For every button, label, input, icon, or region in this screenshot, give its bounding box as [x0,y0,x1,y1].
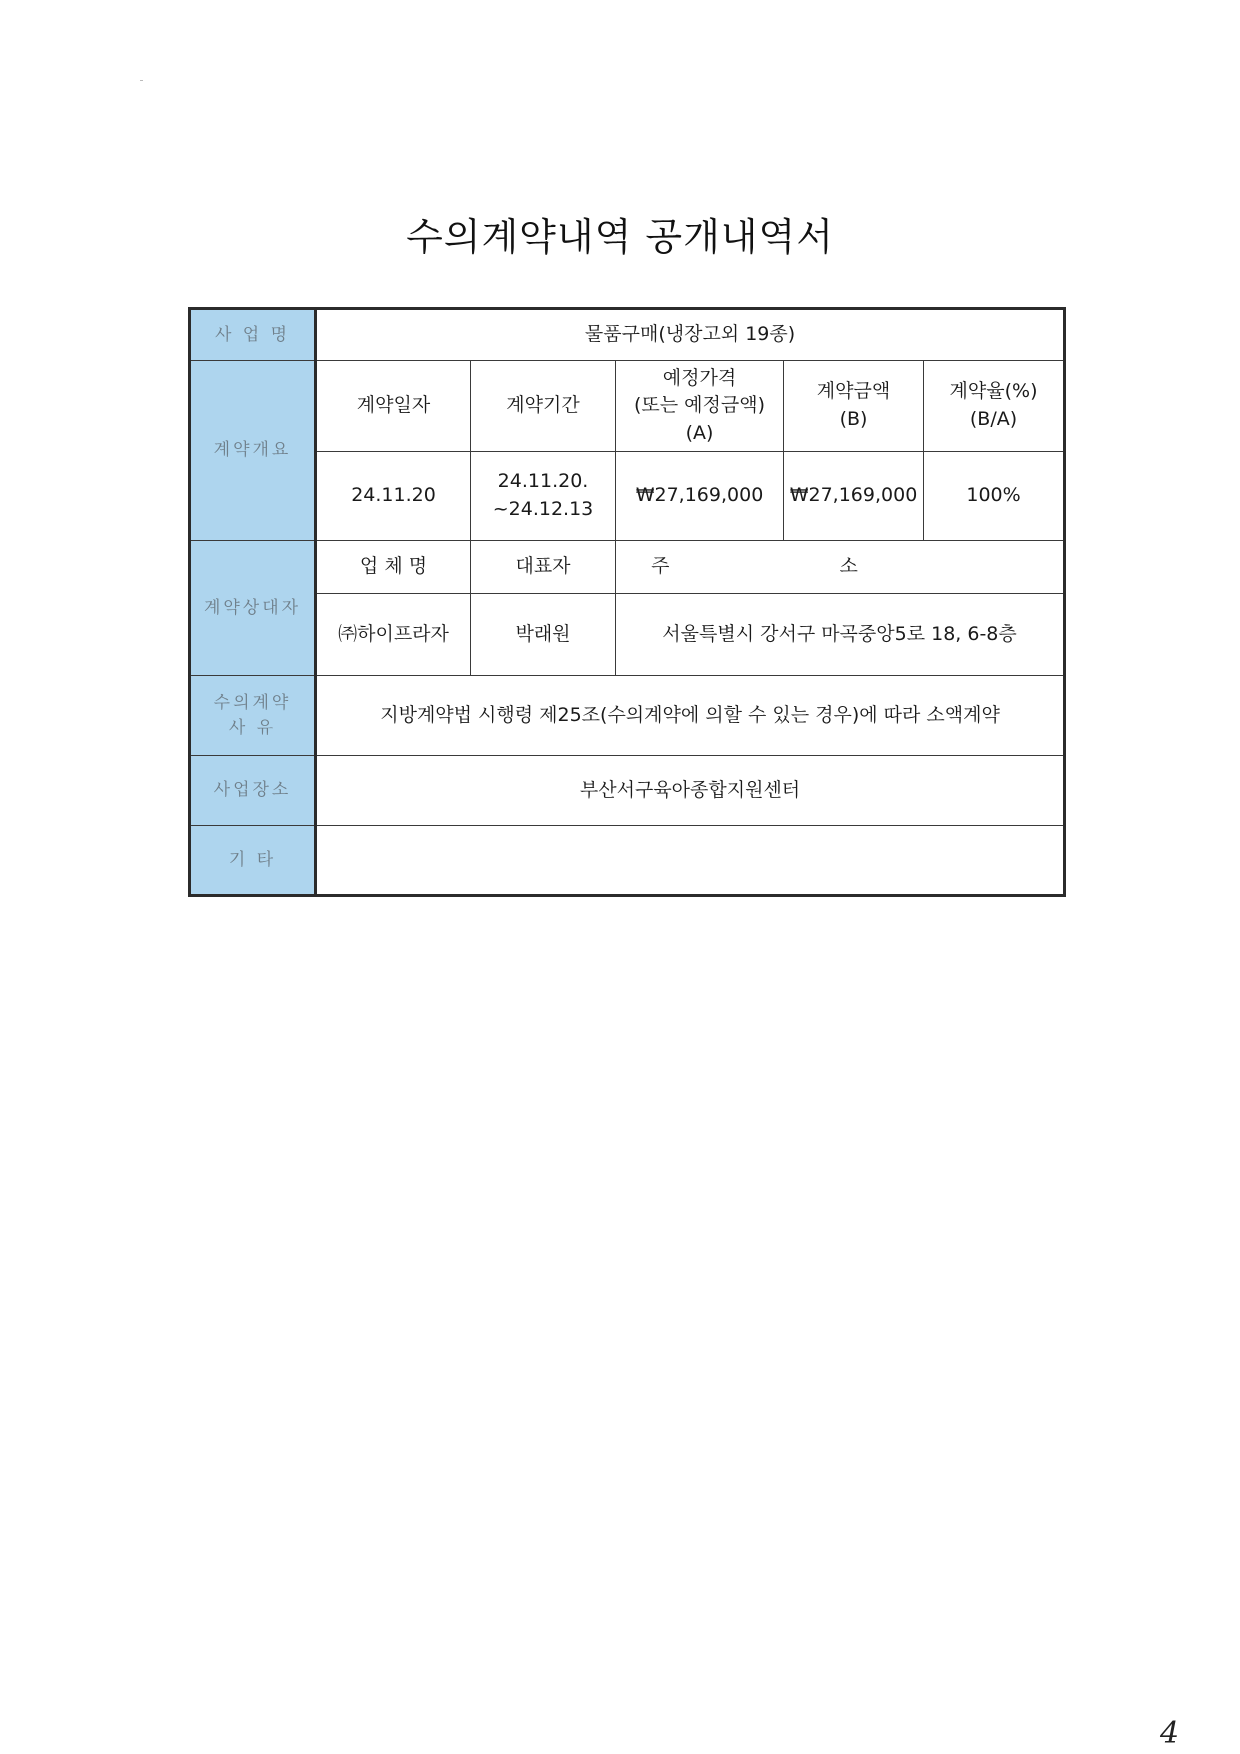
contract-period-value [471,452,616,541]
business-place-value: 부산서구육아종합지원센터 [316,756,1065,826]
label-business-name: 사 업 명 [190,309,316,361]
label-contract-party: 계약상대자 [190,541,316,676]
label-business-place: 사업장소 [190,756,316,826]
label-contract-overview: 계약개요 [190,361,316,541]
representative-value: 박래원 [471,594,616,676]
header-rate-line2: (B/A) [969,408,1018,430]
header-contract-period: 계약기간 [471,361,616,452]
label-reason-line1: 수의계약 [213,692,292,713]
header-contract-amount [784,361,924,452]
row-party-values [190,594,1065,676]
contract-disclosure-table [188,307,1066,897]
document-title: 수의계약내역 공개내역서 [406,215,834,259]
address-value: 서울특별시 강서구 마곡중앙5로 18, 6-8층 [616,594,1065,676]
contract-date-value: 24.11.20 [316,452,471,541]
header-estimated-line3: (A) [685,421,714,444]
period-end: ~24.12.13 [492,498,594,520]
header-contract-rate [924,361,1065,452]
page-number: 4 [1160,1716,1180,1751]
header-estimated-price [616,361,784,452]
header-amount-line1: 계약금액 [816,380,891,403]
header-representative: 대표자 [471,541,616,594]
period-start: 24.11.20. [497,470,589,493]
label-other: 기 타 [190,826,316,896]
contract-rate-value: 100% [924,452,1065,541]
header-rate-line1: 계약율(%) [949,380,1038,403]
row-overview-headers [190,361,1065,452]
header-amount-line2: (B) [839,408,868,430]
row-party-headers [190,541,1065,594]
row-business-place [190,756,1065,826]
row-overview-values [190,452,1065,541]
header-estimated-line2: (또는 예정금액) [634,394,765,417]
reason-value: 지방계약법 시행령 제25조(수의계약에 의할 수 있는 경우)에 따라 소액계약 [316,676,1065,756]
header-contract-date: 계약일자 [316,361,471,452]
label-reason-line2: 사 유 [228,717,277,738]
row-reason [190,676,1065,756]
estimated-price-value: ₩27,169,000 [616,452,784,541]
other-value [316,826,1065,896]
row-other [190,826,1065,896]
header-company: 업 체 명 [316,541,471,594]
row-business-name [190,309,1065,361]
header-address: 주소 [616,541,1065,594]
company-value: ㈜하이프라자 [316,594,471,676]
scan-speck [140,80,143,81]
label-reason [190,676,316,756]
contract-amount-value: ₩27,169,000 [784,452,924,541]
business-name-value: 물품구매(냉장고외 19종) [316,309,1065,361]
header-estimated-line1: 예정가격 [662,366,737,389]
